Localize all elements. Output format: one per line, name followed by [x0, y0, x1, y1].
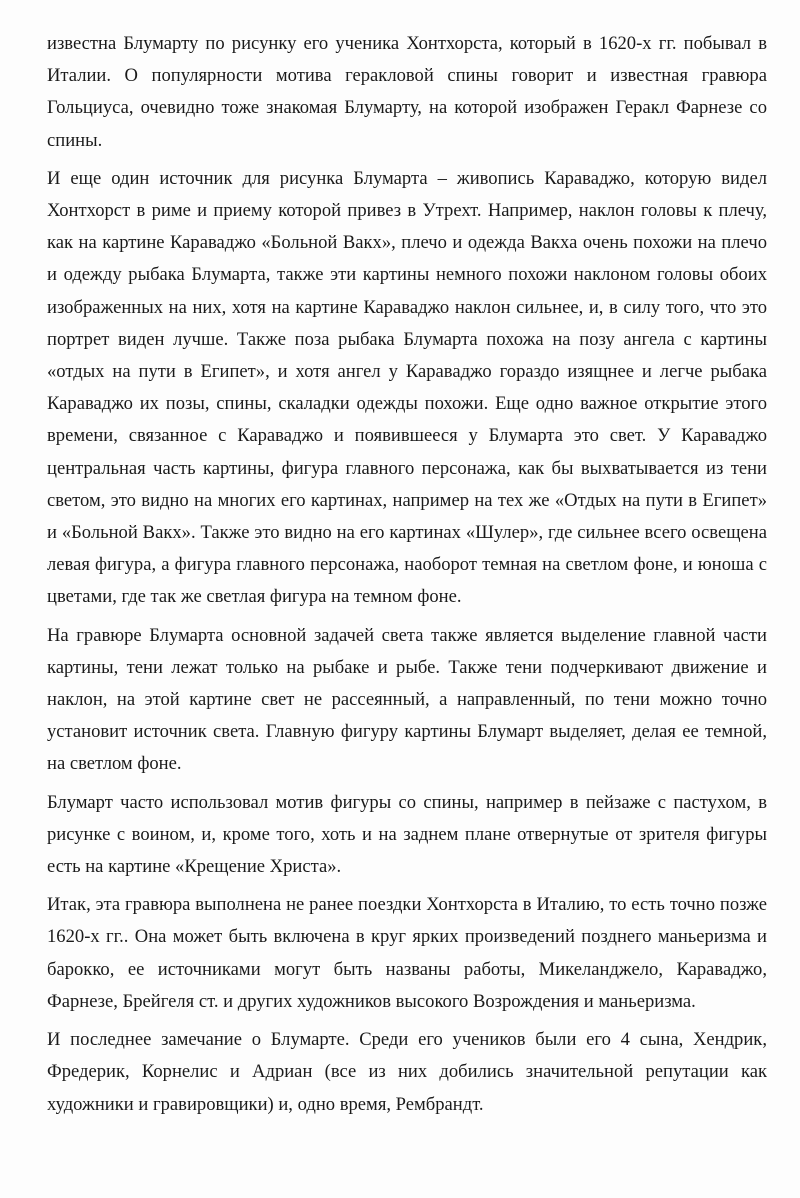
- document-body: [47, 28, 767, 1127]
- paragraph-4: Блумарт часто использовал мотив фигуры со спины, например в пейзаже с пастухом, в рисунке с воином, и, кроме того, хоть и на заднем плане отвернутые от зрителя фигуры есть на картине «Крещение Христа».: [47, 791, 767, 878]
- paragraph-2: И еще один источник для рисунка Блумарта – живопись Караваджо, которую видел Хонтхорст в риме и приему которой привез в Утрехт. Например, наклон головы к плечу, как на картине Караваджо «Больной Вакх», плечо и одежда Вакха очень похожи на плечо и одежду рыбака Блумарта, также эти картины немного похожи наклоном головы обоих изображенных на них, хотя на картине Караваджо наклон сильнее, и, в силу того, что это портрет виден лучше. Также поза рыбака Блумарта похожа на позу ангела с картины «отдых на пути в Египет», и хотя ангел у Караваджо гораздо изящнее и легче рыбака Караваджо их позы, спины, скаладки одежды похожи. Еще одно важное открытие этого времени, связанное с Караваджо и появившееся у Блумарта это свет. У Караваджо центральная часть картины, фигура главного персонажа, как бы выхватывается из тени светом, это видно на многих его картинах, например на тех же «Отдых на пути в Египет» и «Больной Вакх». Также это видно на его картинах «Шулер», где сильнее всего освещена левая фигура, а фигура главного персонажа, наоборот темная на светлом фоне, и юноша с цветами, где так же светлая фигура на темном фоне.: [47, 167, 767, 608]
- paragraph-1: известна Блумарту по рисунку его ученика Хонтхорста, который в 1620-х гг. побывал в Италии. О популярности мотива геракловой спины говорит и известная гравюра Гольциуса, очевидно тоже знакомая Блумарту, на которой изображен Геракл Фарнезе со спины.: [47, 33, 767, 151]
- paragraph-6: И последнее замечание о Блумарте. Среди его учеников были его 4 сына, Хендрик, Фредерик, Корнелис и Адриан (все из них добились значительной репутации как художники и гравировщики) и, одно время, Рембрандт.: [47, 1029, 767, 1115]
- paragraph-3: На гравюре Блумарта основной задачей света также является выделение главной части картины, тени лежат только на рыбаке и рыбе. Также тени подчеркивают движение и наклон, на этой картине свет не рассеянный, а направленный, по тени можно точно установит источник света. Главную фигуру картины Блумарт выделяет, делая ее темной, на светлом фоне.: [47, 624, 767, 775]
- paragraph-5: Итак, эта гравюра выполнена не ранее поездки Хонтхорста в Италию, то есть точно позже 1620-х гг.. Она может быть включена в круг ярких произведений позднего маньеризма и барокко, ее источниками могут быть названы работы, Микеланджело, Караваджо, Фарнезе, Брейгеля ст. и других художников высокого Возрождения и маньеризма.: [47, 894, 767, 1012]
